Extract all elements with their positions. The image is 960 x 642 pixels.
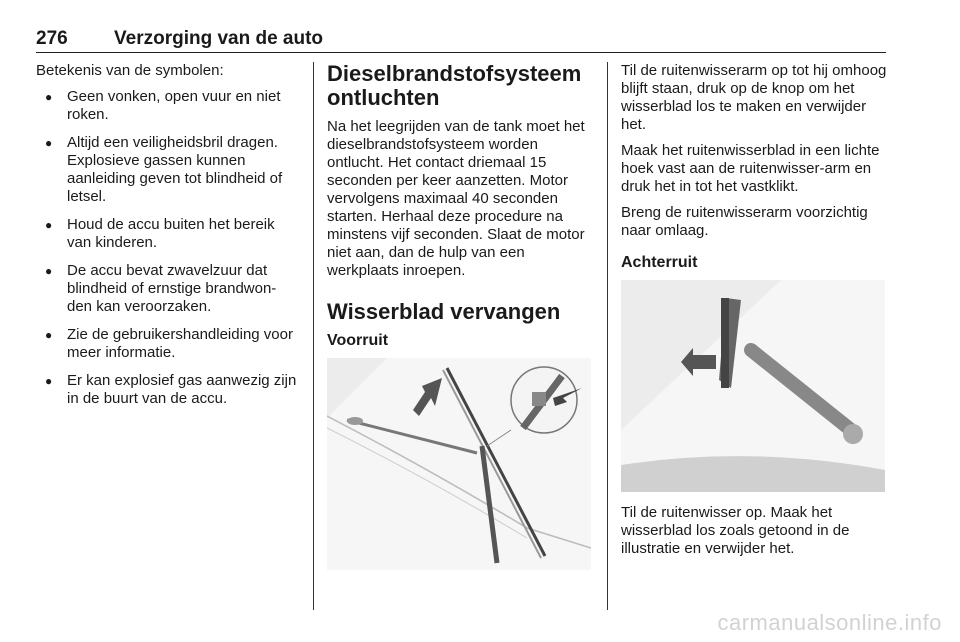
watermark: carmanualsonline.info	[717, 610, 942, 635]
column-divider	[313, 62, 314, 610]
section-title: Verzorging van de auto	[114, 28, 324, 49]
list-item: ● Er kan explosief gas aanwezig zijn in de buurt van de accu.	[36, 372, 298, 408]
rear-window-subheading: Achterruit	[621, 254, 698, 271]
step-paragraph: Maak het ruitenwisserblad in een lichte hoek vast aan de ruitenwisser-arm en druk het in tot het vastklikt.	[621, 142, 880, 195]
diesel-heading: Dieselbrandstofsysteem ontluchten	[327, 61, 582, 110]
windscreen-wiper-illustration	[327, 358, 591, 570]
page-number: 276	[36, 28, 68, 49]
list-item: ● Altijd een veiligheidsbril dragen. Explosieve gassen kunnen aanleiding geven tot blindheid of letsel.	[36, 134, 298, 206]
step-paragraph: Breng de ruitenwisserarm voorzichtig naar omlaag.	[621, 204, 868, 239]
column-battery-symbols	[36, 62, 298, 418]
windscreen-subheading: Voorruit	[327, 332, 389, 349]
list-item: ● De accu bevat zwavelzuur dat blindheid of ernstige brandwon-den kan veroorzaken.	[36, 262, 298, 316]
step-paragraph: Til de ruitenwisser op. Maak het wisserblad los zoals getoond in de illustratie en verwijder het.	[621, 504, 850, 557]
column-wiper-steps	[621, 62, 887, 566]
list-item: ● Zie de gebruikershandleiding voor meer informatie.	[36, 326, 298, 362]
diesel-paragraph: Na het leegrijden van de tank moet het dieselbrandstofsysteem worden ontlucht. Het contact driemaal 15 seconden per keer aanzetten. Motor vervolgens maximaal 40 seconden starten. Herhaal deze procedure na minstens vijf seconden. Slaat de motor niet aan, dan de hulp van een werkplaats inroepen.	[327, 118, 585, 279]
wiper-heading: Wisserblad vervangen	[327, 299, 561, 324]
step-paragraph: Til de ruitenwisserarm op tot hij omhoog blijft staan, druk op de knop om het wisserblad los te maken en verwijder het.	[621, 62, 887, 133]
page-header	[36, 28, 886, 53]
symbols-intro: Betekenis van de symbolen:	[36, 62, 224, 79]
column-divider	[607, 62, 608, 610]
column-diesel-wiper	[327, 62, 592, 570]
list-item: ● Geen vonken, open vuur en niet roken.	[36, 88, 298, 124]
rear-wiper-illustration	[621, 280, 885, 492]
list-item: ● Houd de accu buiten het bereik van kinderen.	[36, 216, 298, 252]
symbols-list	[36, 88, 298, 408]
